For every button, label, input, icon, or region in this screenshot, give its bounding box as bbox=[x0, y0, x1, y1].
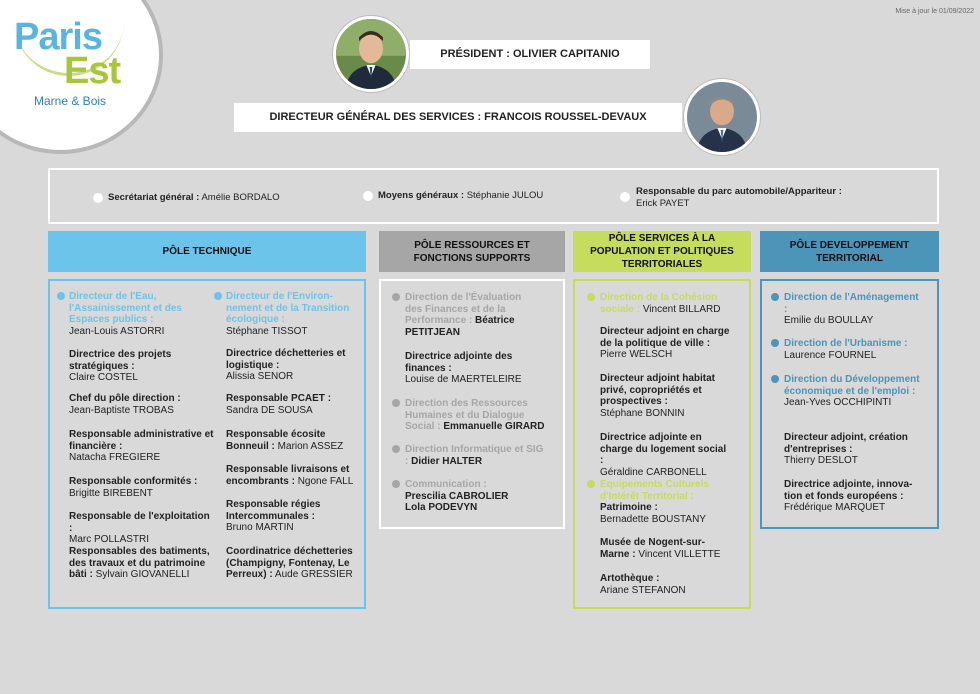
services-entry: Musée de Nogent-sur-Marne : Vincent VILLETTE bbox=[600, 537, 721, 560]
ressources-entry: Directrice adjointe des finances : Louise de MAERTELEIRE bbox=[405, 351, 522, 385]
pole-services-header: PÔLE SERVICES À LA POPULATION ET POLITIQUES TERRITORIALES bbox=[573, 231, 751, 272]
ressources-entry: Direction des Ressources Humaines et du Dialogue Social : Emmanuelle GIRARD bbox=[405, 398, 545, 432]
services-entry: Directeur adjoint habitat privé, copropriétés et prospectives : Stéphane BONNIN bbox=[600, 373, 716, 419]
bullet-icon bbox=[214, 292, 222, 300]
technique-entry: Directrice des projets stratégiques : Claire COSTEL bbox=[69, 349, 172, 383]
developpement-entry: Directeur adjoint, création d'entreprises : Thierry DESLOT bbox=[784, 432, 908, 466]
bullet-icon bbox=[771, 293, 779, 301]
president-name: PRÉSIDENT : OLIVIER CAPITANIO bbox=[410, 40, 650, 69]
bullet-icon bbox=[771, 339, 779, 347]
dgs-name: DIRECTEUR GÉNÉRAL DES SERVICES : FRANCOIS ROUSSEL-DEVAUX bbox=[234, 103, 682, 132]
logo bbox=[0, 0, 163, 154]
services-entry: Equipements Culturels d'Intérêt Territorial : bbox=[600, 479, 709, 502]
bullet-icon bbox=[587, 293, 595, 301]
parc-automobile: Responsable du parc automobile/Appariteur : Erick PAYET bbox=[636, 186, 842, 209]
ressources-entry: Direction de l'Évaluation des Finances et de la Performance : Béatrice PETITJEAN bbox=[405, 292, 522, 338]
services-entry: Directrice adjointe en charge du logement social : Géraldine CARBONELL bbox=[600, 432, 727, 478]
developpement-entry: Direction de l'Aménagement : Emilie du BOULLAY bbox=[784, 292, 919, 326]
dgs-photo bbox=[684, 79, 760, 155]
services-entry: Patrimoine : Bernadette BOUSTANY bbox=[600, 502, 706, 525]
developpement-entry: Direction de l'Urbanisme : Laurence FOURNEL bbox=[784, 338, 908, 361]
president-photo bbox=[333, 16, 409, 92]
bullet-icon bbox=[392, 445, 400, 453]
services-entry: Direction de la Cohésion sociale : Vincent BILLARD bbox=[600, 292, 721, 315]
logo-tagline: Marne & Bois bbox=[34, 94, 107, 108]
bullet-icon bbox=[392, 399, 400, 407]
technique-entry: Responsable PCAET : Sandra DE SOUSA bbox=[226, 393, 332, 416]
technique-entry: Directeur de l'Environ-nement et de la Transition écologique : Stéphane TISSOT bbox=[226, 291, 350, 337]
technique-entry: Responsable livraisons et encombrants : Ngone FALL bbox=[226, 464, 354, 487]
technique-entry: Directrice déchetteries et logistique : Alissia SENOR bbox=[226, 348, 346, 382]
ressources-entry: Direction Informatique et SIG : Didier HALTER bbox=[405, 444, 544, 467]
technique-entry: Responsable régies Intercommunales : Bruno MARTIN bbox=[226, 499, 321, 533]
developpement-entry: Directrice adjointe, innova-tion et fonds européens : Frédérique MARQUET bbox=[784, 479, 913, 513]
technique-entry: Responsable de l'exploitation : Marc POLLASTRI bbox=[69, 511, 210, 545]
technique-entry: Responsable écosite Bonneuil : Marion ASSEZ bbox=[226, 429, 344, 452]
developpement-entry: Direction du Développement économique et de l'emploi : Jean-Yves OCCHIPINTI bbox=[784, 374, 920, 408]
moyens-generaux: Moyens généraux : Stéphanie JULOU bbox=[378, 190, 544, 201]
bullet-icon bbox=[771, 375, 779, 383]
bullet-icon bbox=[587, 480, 595, 488]
bullet-icon bbox=[392, 293, 400, 301]
technique-entry: Coordinatrice déchetteries (Champigny, Fontenay, Le Perreux) : Aude GRESSIER bbox=[226, 546, 353, 580]
logo-paris: Paris bbox=[14, 16, 102, 58]
pole-technique-header: PÔLE TECHNIQUE bbox=[48, 231, 366, 272]
update-date: Mise à jour le 01/09/2022 bbox=[895, 8, 974, 15]
bullet-icon bbox=[363, 191, 373, 201]
services-entry: Directeur adjoint en charge de la politique de ville : Pierre WELSCH bbox=[600, 326, 730, 360]
technique-entry: Responsable administrative et financière : Natacha FREGIERE bbox=[69, 429, 214, 463]
bullet-icon bbox=[620, 192, 630, 202]
technique-entry: Directeur de l'Eau, l'Assainissement et des Espaces publics : Jean-Louis ASTORRI bbox=[69, 291, 182, 337]
technique-entry: Responsable conformités : Brigitte BIREBENT bbox=[69, 476, 198, 499]
technique-entry: Chef du pôle direction : Jean-Baptiste TROBAS bbox=[69, 393, 181, 416]
bullet-icon bbox=[392, 480, 400, 488]
pole-ressources-header: PÔLE RESSOURCES ET FONCTIONS SUPPORTS bbox=[379, 231, 565, 272]
ressources-entry: Communication : Prescilia CABROLIER Lola PODEVYN bbox=[405, 479, 509, 513]
bullet-icon bbox=[57, 292, 65, 300]
pole-developpement-header: PÔLE DEVELOPPEMENT TERRITORIAL bbox=[760, 231, 939, 272]
technique-entry: Responsables des batiments, des travaux et du patrimoine bâti : Sylvain GIOVANELLI bbox=[69, 546, 210, 580]
secretariat-general: Secrétariat général : Amélie BORDALO bbox=[108, 192, 280, 203]
logo-est: Est bbox=[64, 50, 121, 92]
services-entry: Artothèque : Ariane STEFANON bbox=[600, 573, 686, 596]
bullet-icon bbox=[93, 193, 103, 203]
